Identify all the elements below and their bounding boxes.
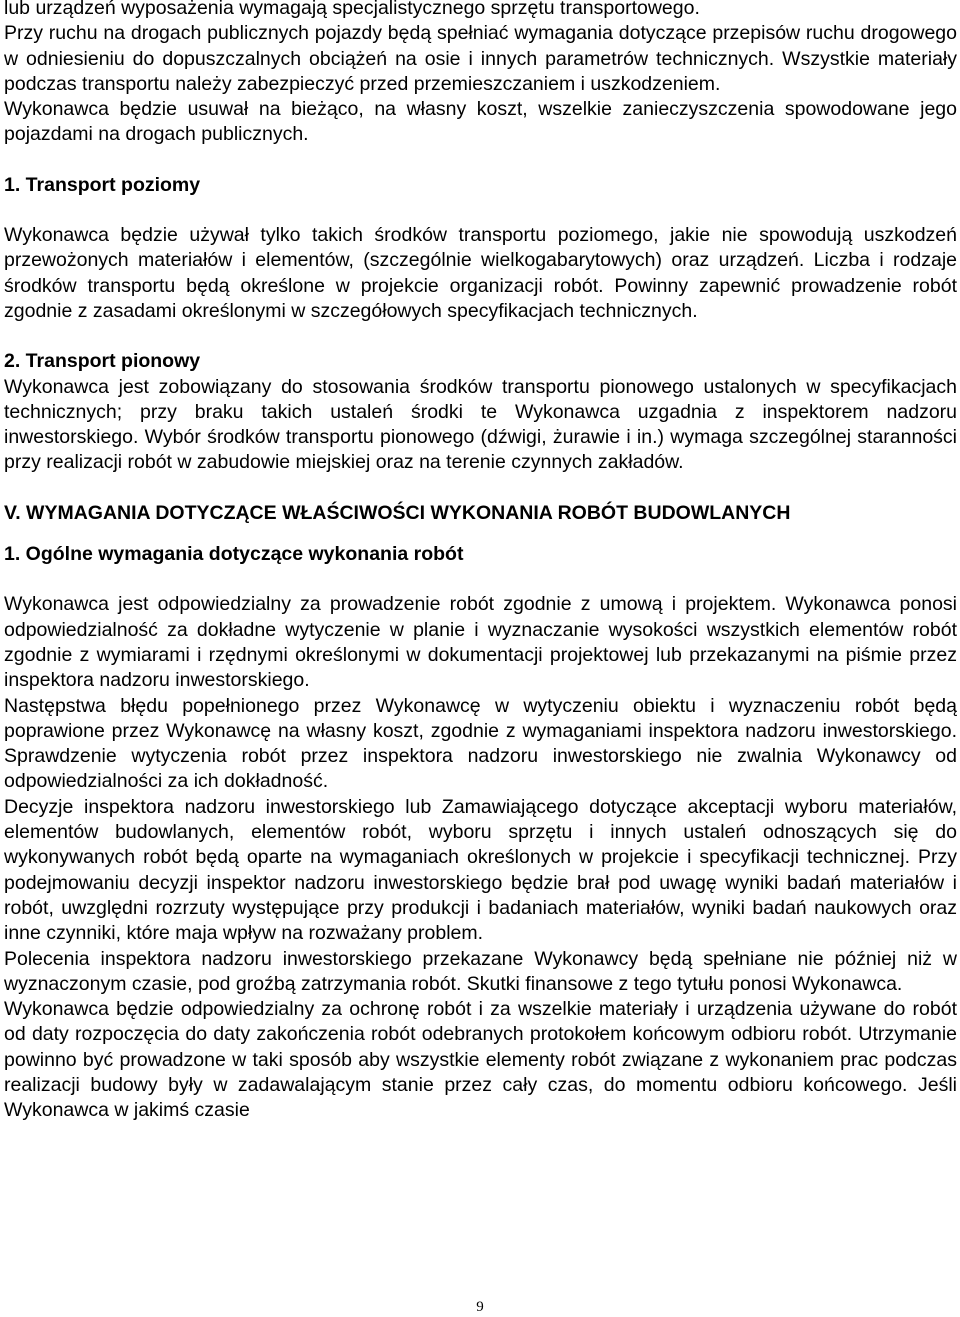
chapter-subheading: 1. Ogólne wymagania dotyczące wykonania robót [4, 543, 464, 566]
chapter-paragraph-4: Polecenia inspektora nadzoru inwestorskiego przekazane Wykonawcy będą spełniane nie później niż w wyznaczonym czasie, pod groźbą zatrzymania robót. Skutki finansowe z tego tytułu ponosi Wykonawca. [4, 947, 957, 995]
document-body [4, 0, 957, 1124]
intro-paragraph-1: lub urządzeń wyposażenia wymagają specjalistycznego sprzętu transportowego. [4, 0, 700, 19]
page-number: 9 [476, 1299, 484, 1315]
chapter-heading: V. WYMAGANIA DOTYCZĄCE WŁAŚCIWOŚCI WYKONANIA ROBÓT BUDOWLANYCH [4, 501, 791, 524]
chapter-paragraph-2: Następstwa błędu popełnionego przez Wykonawcę w wytyczeniu obiektu i wyznaczeniu robót będą poprawione przez Wykonawcę na własny koszt, zgodnie z wymaganiami inspektora nadzoru inwestorskiego. Sprawdzenie wytyczenia robót przez inspektora nadzoru inwestorskiego nie zwalnia Wykonawcy od odpowiedzialności za ich dokładność. [4, 694, 957, 793]
intro-paragraph-3: Wykonawca będzie usuwał na bieżąco, na własny koszt, wszelkie zanieczyszczenia spowodowane jego pojazdami na drogach publicznych. [4, 98, 957, 146]
intro-paragraph-2: Przy ruchu na drogach publicznych pojazdy będą spełniać wymagania dotyczące przepisów ruchu drogowego w odniesieniu do dopuszczalnych obciążeń na osie i innych parametrów technicznych. Wszystkie materiały podczas transportu należy zabezpieczyć przed przemieszczaniem i uszkodzeniem. [4, 22, 957, 95]
chapter-paragraph-1: Wykonawca jest odpowiedzialny za prowadzenie robót zgodnie z umową i projektem. Wykonawca ponosi odpowiedzialność za dokładne wytyczenie w planie i wyznaczanie wysokości wszystkich elementów robót zgodnie z wymiarami i rzędnymi określonymi w dokumentacji projektowej lub przekazanymi na piśmie przez inspektora nadzoru inwestorskiego. [4, 593, 957, 692]
chapter-paragraph-3: Decyzje inspektora nadzoru inwestorskiego lub Zamawiającego dotyczące akceptacji wyboru materiałów, elementów budowlanych, elementów robót, wyboru sprzętu i innych ustaleń odnoszących się do wykonywanych robót będą oparte na wymaganiach określonych w projekcie i specyfikacji technicznej. Przy podejmowaniu decyzji inspektor nadzoru inwestorskiego będzie brał pod uwagę wyniki badań materiałów i robót, uwzględni rozrzuty występujące przy produkcji i badaniach materiałów, wyniki badań naukowych oraz inne czynniki, które maja wpływ na rozważany problem. [4, 795, 957, 945]
chapter-paragraph-5: Wykonawca będzie odpowiedzialny za ochronę robót i za wszelkie materiały i urządzenia używane do robót od daty rozpoczęcia do daty zakończenia robót odebranych protokołem końcowym odbioru robót. Utrzymanie powinno być prowadzone w taki sposób aby wszystkie elementy robót związane z wykonaniem prac podczas realizacji budowy były w zadawalającym stanie przez cały czas, do momentu odbioru końcowego. Jeśli Wykonawca w jakimś czasie [4, 998, 957, 1122]
section-1-paragraph: Wykonawca będzie używał tylko takich środków transportu poziomego, jakie nie spowodują uszkodzeń przewożonych materiałów i elementów, (szczególnie wielkogabarytowych) oraz urządzeń. Liczba i rodzaje środków transportu będą określone w projekcie organizacji robót. Powinny zapewnić prowadzenie robót zgodnie z zasadami określonymi w szczegółowych specyfikacjach technicznych. [4, 224, 957, 322]
section-1-heading: 1. Transport poziomy [4, 173, 201, 196]
section-2-heading: 2. Transport pionowy [4, 350, 201, 373]
section-2-paragraph: Wykonawca jest zobowiązany do stosowania środków transportu pionowego ustalonych w specyfikacjach technicznych; przy braku takich ustaleń środki te Wykonawca uzgadnia z inspektorem nadzoru inwestorskiego. Wybór środków transportu pionowego (dźwigi, żurawie i in.) wymaga szczególnej staranności przy realizacji robót w zabudowie miejskiej oraz na terenie czynnych zakładów. [4, 375, 957, 474]
